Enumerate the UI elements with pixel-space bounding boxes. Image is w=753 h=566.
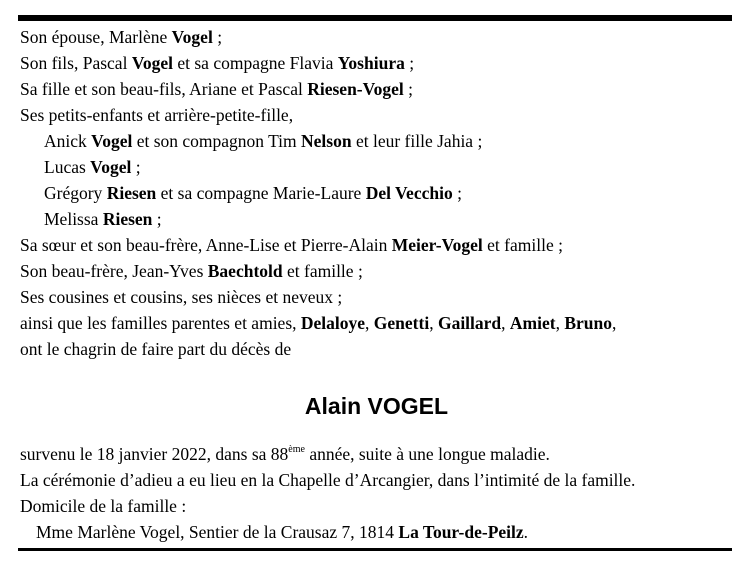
line-domicile-label: Domicile de la famille : bbox=[20, 496, 187, 516]
line-grandchildren-intro: Ses petits-enfants et arrière-petite-fille, bbox=[20, 105, 294, 125]
deceased-name: Alain VOGEL bbox=[304, 393, 449, 419]
line-families: ainsi que les familles parentes et amies, Delaloye, Genetti, Gaillard, Amiet, Bruno, bbox=[20, 313, 617, 333]
line-sister: Sa sœur et son beau-frère, Anne-Lise et Pierre-Alain Meier-Vogel et famille ; bbox=[20, 235, 563, 255]
line-cousins: Ses cousines et cousins, ses nièces et neveux ; bbox=[20, 287, 343, 307]
line-daughter: Sa fille et son beau-fils, Ariane et Pascal Riesen-Vogel ; bbox=[20, 79, 414, 99]
line-melissa: Melissa Riesen ; bbox=[44, 209, 162, 229]
line-death-date: survenu le 18 janvier 2022, dans sa 88ème année, suite à une longue maladie. bbox=[20, 444, 550, 464]
line-address: Mme Marlène Vogel, Sentier de la Crausaz 7, 1814 La Tour-de-Peilz. bbox=[36, 522, 529, 542]
line-announce: ont le chagrin de faire part du décès de bbox=[20, 339, 292, 359]
line-lucas: Lucas Vogel ; bbox=[44, 157, 141, 177]
line-brother-in-law: Son beau-frère, Jean-Yves Baechtold et famille ; bbox=[20, 261, 363, 281]
line-wife: Son épouse, Marlène Vogel ; bbox=[20, 27, 223, 47]
bottom-rule bbox=[18, 548, 732, 551]
top-rule bbox=[18, 15, 732, 21]
line-ceremony: La cérémonie d’adieu a eu lieu en la Chapelle d’Arcangier, dans l’intimité de la famille. bbox=[20, 470, 636, 490]
line-gregory: Grégory Riesen et sa compagne Marie-Laure Del Vecchio ; bbox=[44, 183, 462, 203]
line-son: Son fils, Pascal Vogel et sa compagne Flavia Yoshiura ; bbox=[20, 53, 415, 73]
line-anick: Anick Vogel et son compagnon Tim Nelson et leur fille Jahia ; bbox=[44, 131, 483, 151]
